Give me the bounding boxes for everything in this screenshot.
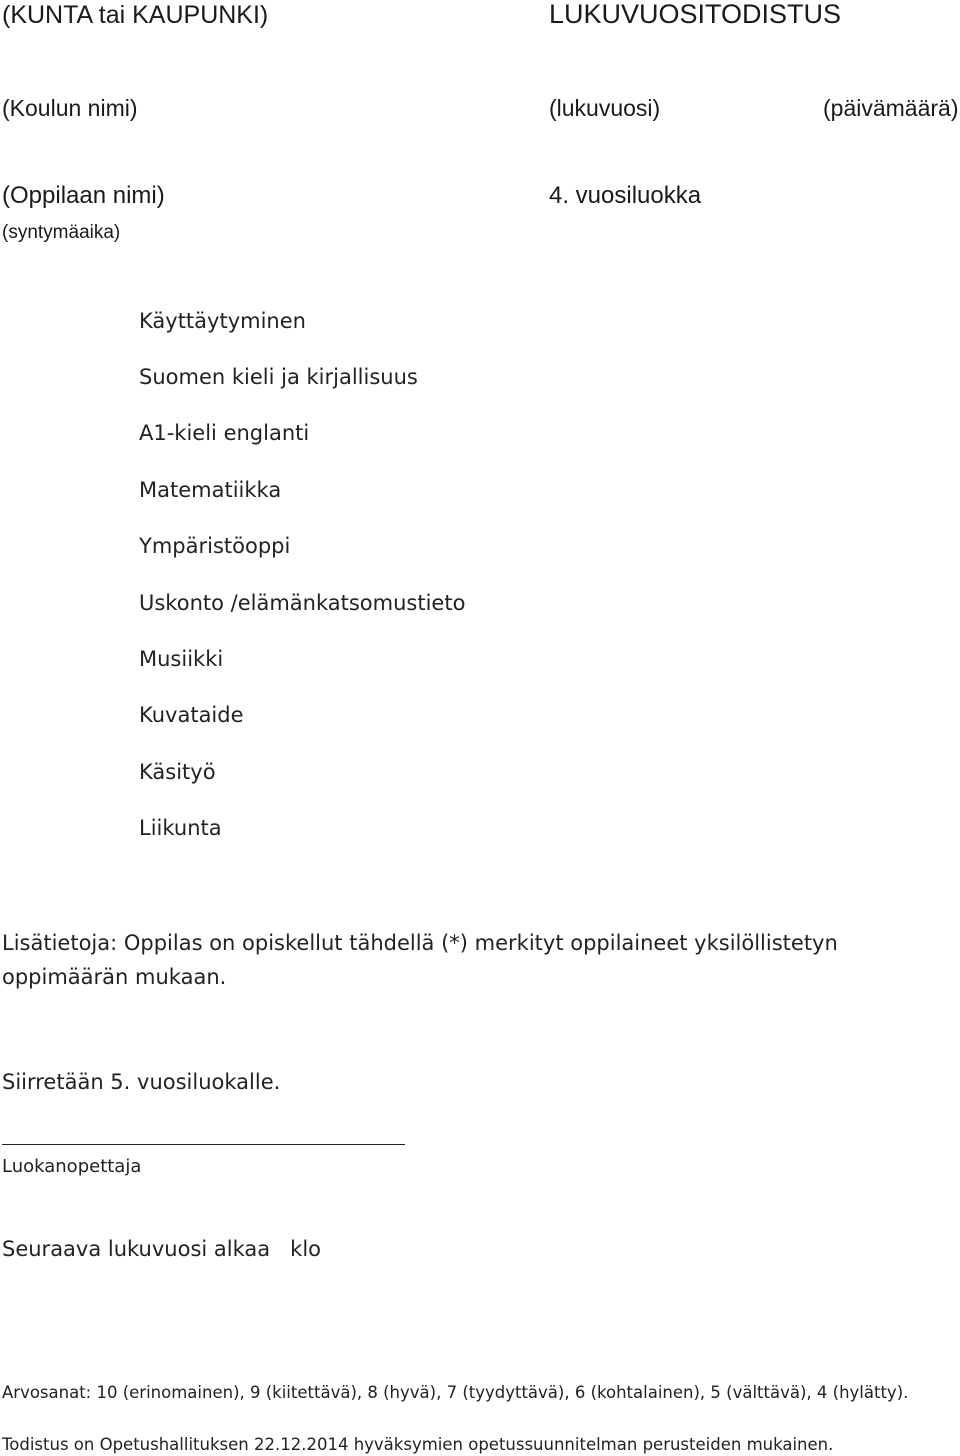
- subject-item: Ympäristöoppi: [139, 534, 291, 558]
- subject-item: Kuvataide: [139, 703, 244, 727]
- student-name: (Oppilaan nimi): [2, 182, 165, 209]
- subject-item: Matematiikka: [139, 478, 282, 502]
- additional-info: Lisätietoja: Oppilas on opiskellut tähdellä (*) merkityt oppilaineet yksilöllistetyn oppimäärän mukaan.: [2, 931, 838, 989]
- school-name: (Koulun nimi): [2, 95, 138, 121]
- subject-item: A1-kieli englanti: [139, 421, 310, 445]
- document-title: LUKUVUOSITODISTUS: [549, 0, 842, 29]
- subject-item: Suomen kieli ja kirjallisuus: [139, 365, 418, 389]
- issue-date: (päivämäärä): [823, 95, 959, 121]
- signature-line: [2, 1144, 405, 1145]
- grading-scale: Arvosanat: 10 (erinomainen), 9 (kiitettävä), 8 (hyvä), 7 (tyydyttävä), 6 (kohtalainen), 5 (välttävä), 4 (hylätty).: [2, 1383, 909, 1402]
- municipality-name: (KUNTA tai KAUPUNKI): [2, 1, 269, 29]
- subject-item: Käyttäytyminen: [139, 309, 306, 333]
- school-year: (lukuvuosi): [549, 95, 661, 121]
- grade-level: 4. vuosiluokka: [549, 182, 702, 209]
- subject-item: Musiikki: [139, 647, 224, 671]
- subject-item: Liikunta: [139, 816, 222, 840]
- curriculum-note: Todistus on Opetushallituksen 22.12.2014 hyväksymien opetussuunnitelman perusteiden mukainen.: [2, 1435, 834, 1454]
- subject-item: Uskonto /elämänkatsomustieto: [139, 591, 466, 615]
- birth-date: (syntymäaika): [2, 222, 121, 243]
- subject-item: Käsityö: [139, 760, 216, 784]
- next-year-start: Seuraava lukuvuosi alkaa klo: [2, 1237, 322, 1261]
- signature-label: Luokanopettaja: [2, 1156, 142, 1177]
- promotion-note: Siirretään 5. vuosiluokalle.: [2, 1070, 281, 1094]
